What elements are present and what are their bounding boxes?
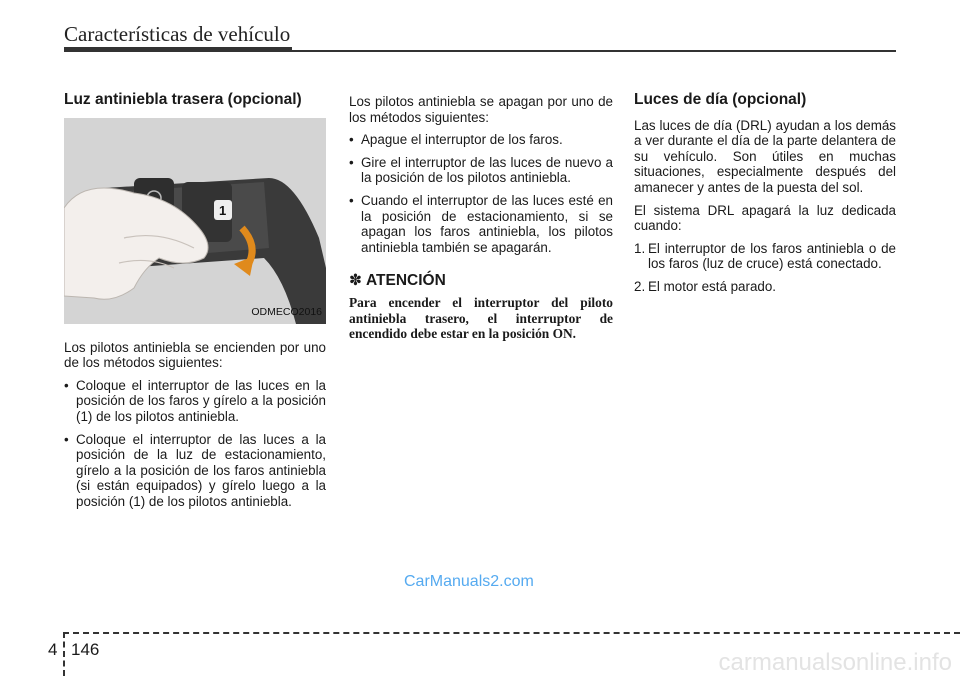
caution-title: ATENCIÓN [366, 272, 446, 290]
column-left [64, 92, 326, 517]
hand-switch-illustration [64, 118, 326, 324]
off-methods-list [349, 132, 613, 255]
watermark-bottom: carmanualsonline.info [718, 649, 952, 676]
list-item [634, 279, 896, 295]
switch-figure [64, 118, 326, 324]
list-item: • Gire el interruptor de las luces de nuevo a la posición de los pilotos antiniebla. [349, 155, 613, 186]
list-number: 2. [634, 278, 646, 294]
intro-text: Los pilotos antiniebla se apagan por uno de los métodos siguientes: [349, 94, 613, 125]
list-item: • Coloque el interruptor de las luces a la posición de la luz de estacionamiento, gírelo a la posición de los faros antiniebla (si están equipados) y gírelo luego a la posición (1) de los pilotos antiniebla. [64, 432, 326, 510]
drl-conditions-list [634, 241, 896, 295]
column-middle [349, 94, 613, 342]
section-heading-rear-fog: Luz antiniebla trasera (opcional) [64, 91, 302, 108]
caution-heading [349, 273, 613, 289]
list-item [634, 241, 896, 272]
watermark-link[interactable]: CarManuals2.com [404, 573, 534, 590]
caution-text: Para encender el interruptor del piloto antiniebla trasero, el interruptor de encendido debe estar en la posición ON. [349, 294, 613, 342]
header-rule [64, 47, 292, 52]
intro-text: Los pilotos antiniebla se encienden por uno de los métodos siguientes: [64, 339, 326, 371]
page-number: 146 [71, 640, 100, 659]
footer-rule [63, 632, 960, 634]
callout-number: 1 [219, 202, 227, 218]
drl-description: Las luces de día (DRL) ayudan a los demás a ver durante el día de la parte delantera de su vehículo. Son útiles en muchas situaciones, especialmente después del amanecer y antes de la puesta del sol. [634, 117, 896, 195]
list-text: El motor está parado. [648, 278, 777, 294]
list-text: El interruptor de los faros antiniebla o de los faros (luz de cruce) está conectado. [648, 240, 896, 272]
chapter-number: 4 [48, 640, 58, 659]
list-item: • Apague el interruptor de los faros. [349, 132, 613, 148]
list-item: • Coloque el interruptor de las luces en la posición de los faros y gírelo a la posición (1) de los pilotos antiniebla. [64, 378, 326, 425]
on-methods-list [64, 378, 326, 510]
header-title: Características de vehículo [64, 22, 291, 46]
footer-divider [63, 632, 67, 676]
header-rule-thin [292, 50, 896, 52]
drl-condition-intro: El sistema DRL apagará la luz dedicada cuando: [634, 202, 896, 234]
column-right [634, 92, 896, 302]
section-heading-drl: Luces de día (opcional) [634, 91, 807, 108]
list-item: • Cuando el interruptor de las luces esté en la posición de estacionamiento, si se apagan los faros antiniebla, los pilotos antiniebla también se apagarán. [349, 193, 613, 255]
list-number: 1. [634, 240, 646, 256]
figure-caption: ODMECO2016 [251, 306, 322, 318]
caution-icon: ✽ [349, 272, 362, 290]
